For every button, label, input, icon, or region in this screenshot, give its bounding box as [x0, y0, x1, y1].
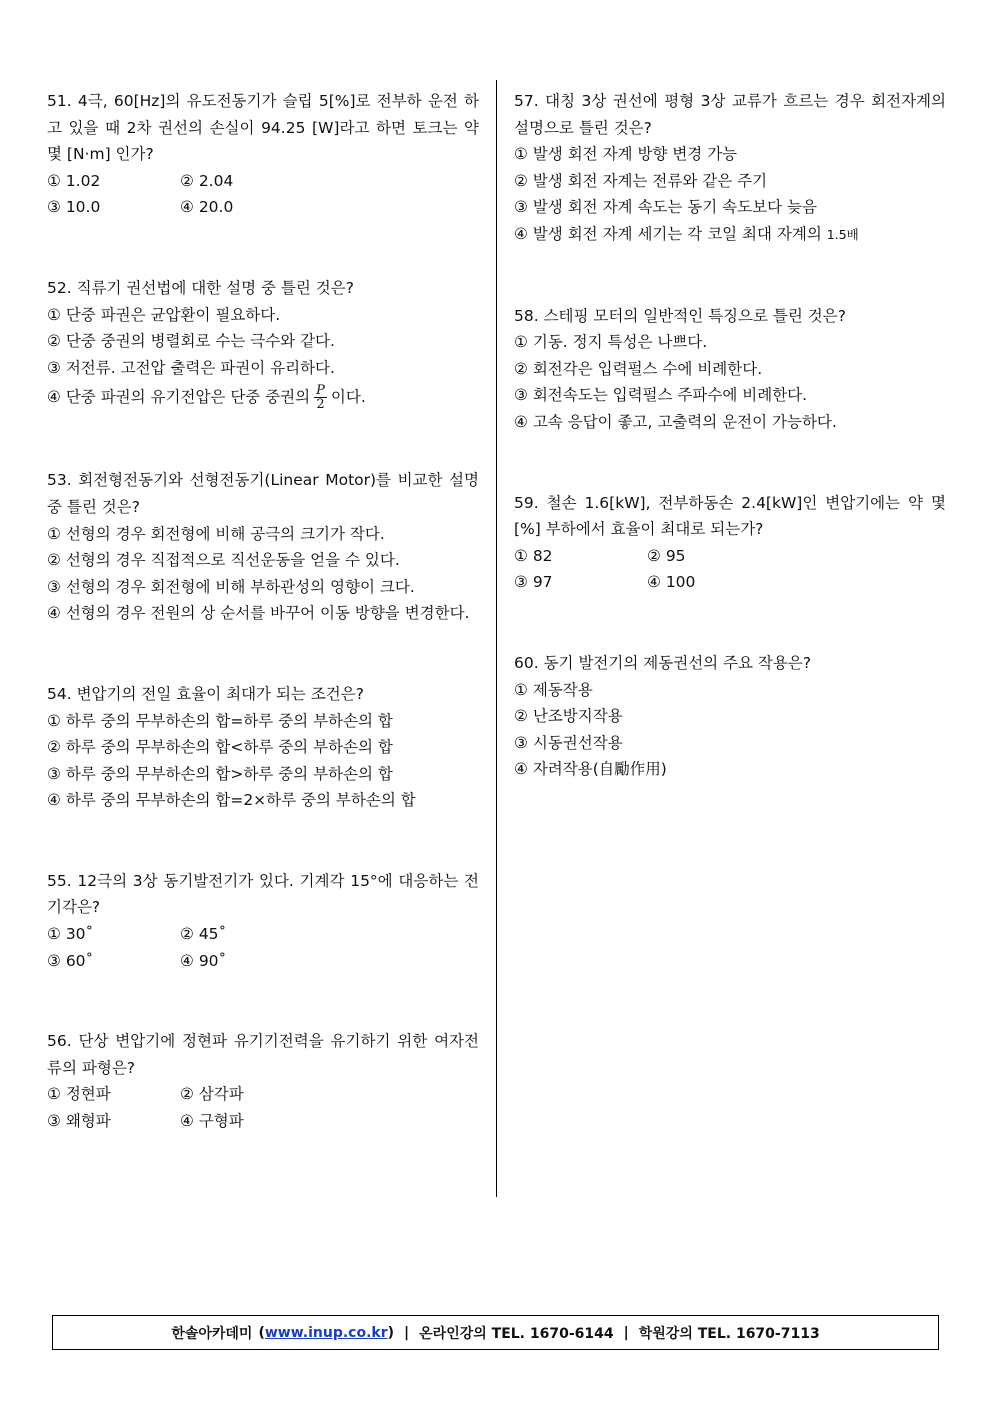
question-52-option-1: ① 단중 파권은 균압환이 필요하다.	[47, 305, 281, 324]
footer-separator-2: |	[623, 1324, 629, 1341]
question-59-option-4: ④ 100	[647, 573, 696, 592]
question-53-stem: 53. 회전형전동기와 선형전동기(Linear Motor)를 비교한 설명 중 틀린 것은?	[47, 471, 479, 516]
question-53	[47, 467, 479, 627]
question-57-option-4-text: ④ 발생 회전 자계 세기는 각 코일 최대 자계의	[514, 224, 822, 243]
question-57-option-2: ② 발생 회전 자계는 전류와 같은 주기	[514, 171, 768, 190]
question-59	[514, 490, 946, 596]
right-column	[514, 88, 946, 783]
question-60-option-3: ③ 시동권선작용	[514, 733, 623, 752]
question-58-stem: 58. 스테핑 모터의 일반적인 특징으로 틀린 것은?	[514, 306, 846, 325]
question-54-option-3: ③ 하루 중의 무부하손의 합>하루 중의 부하손의 합	[47, 764, 393, 783]
question-51-option-4: ④ 20.0	[180, 198, 234, 217]
question-60-option-4: ④ 자려작용(自勵作用)	[514, 760, 667, 779]
question-52-stem: 52. 직류기 권선법에 대한 설명 중 틀린 것은?	[47, 278, 354, 297]
question-56-option-1: ① 정현파	[47, 1085, 111, 1104]
question-54-option-2: ② 하루 중의 무부하손의 합<하루 중의 부하손의 합	[47, 738, 393, 757]
question-57-option-4	[514, 221, 946, 249]
question-56-stem: 56. 단상 변압기에 정현파 유기기전력을 유기하기 위한 여자전류의 파형은?	[47, 1032, 479, 1077]
fraction-denominator: 2	[316, 397, 325, 413]
question-54	[47, 681, 479, 814]
question-57-option-1: ① 발생 회전 자계 방향 변경 가능	[514, 145, 738, 164]
question-53-option-2: ② 선형의 경우 직접적으로 직선운동을 얻을 수 있다.	[47, 551, 400, 570]
question-58-option-1: ① 기동. 정지 특성은 나쁘다.	[514, 333, 708, 352]
footer-academy-name: 한솔아카데미	[171, 1325, 253, 1342]
question-52-option-4	[47, 384, 479, 411]
fraction-numerator: P	[316, 383, 325, 399]
question-55-option-3: ③ 60˚	[47, 951, 94, 970]
question-55-option-4: ④ 90˚	[180, 951, 227, 970]
question-51-option-3: ③ 10.0	[47, 198, 101, 217]
question-54-option-1: ① 하루 중의 무부하손의 합=하루 중의 부하손의 합	[47, 711, 393, 730]
question-57-option-3: ③ 발생 회전 자계 속도는 동기 속도보다 늦음	[514, 198, 817, 217]
question-53-option-1: ① 선형의 경우 회전형에 비해 공극의 크기가 작다.	[47, 524, 385, 543]
question-55-stem: 55. 12극의 3상 동기발전기가 있다. 기계각 15°에 대응하는 전기각은?	[47, 871, 479, 917]
question-56-option-3: ③ 왜형파	[47, 1112, 111, 1131]
question-59-option-1: ① 82	[514, 546, 553, 565]
footer-contact-box	[52, 1315, 939, 1350]
question-52-option-2: ② 단중 중권의 병렬회로 수는 극수와 같다.	[47, 332, 335, 351]
question-52	[47, 275, 479, 411]
question-56-option-4: ④ 구형파	[180, 1112, 244, 1131]
question-57	[514, 88, 946, 249]
question-54-option-4: ④ 하루 중의 무부하손의 합=2×하루 중의 부하손의 합	[47, 791, 416, 810]
question-59-stem: 59. 철손 1.6[kW], 전부하동손 2.4[kW]인 변압기에는 약 몇 [%] 부하에서 효율이 최대로 되는가?	[514, 493, 946, 539]
question-52-option-3: ③ 저전류. 고전압 출력은 파권이 유리하다.	[47, 358, 335, 377]
question-51-option-1: ① 1.02	[47, 171, 101, 190]
question-55-option-2: ② 45˚	[180, 925, 227, 944]
question-54-stem: 54. 변압기의 전일 효율이 최대가 되는 조건은?	[47, 684, 364, 703]
fraction-p-over-2	[314, 384, 327, 411]
question-60-stem: 60. 동기 발전기의 제동권선의 주요 작용은?	[514, 653, 812, 672]
footer-online-tel: 온라인강의 TEL. 1670-6144	[419, 1325, 614, 1342]
question-60-option-2: ② 난조방지작용	[514, 707, 623, 726]
question-58-option-3: ③ 회전속도는 입력펄스 주파수에 비례한다.	[514, 386, 808, 405]
question-57-stem: 57. 대칭 3상 권선에 평형 3상 교류가 흐르는 경우 회전자계의 설명으로 틀린 것은?	[514, 92, 946, 137]
question-57-option-4-value: 1.5배	[826, 226, 859, 242]
question-52-option-4-suffix: 이다.	[330, 388, 366, 407]
footer-offline-tel: 학원강의 TEL. 1670-7113	[638, 1325, 820, 1342]
question-58-option-2: ② 회전각은 입력펄스 수에 비례한다.	[514, 359, 763, 378]
question-60	[514, 650, 946, 783]
footer-paren-open: (	[258, 1324, 265, 1341]
question-53-option-4: ④ 선형의 경우 전원의 상 순서를 바꾸어 이동 방향을 변경한다.	[47, 604, 470, 623]
footer-website-link[interactable]: www.inup.co.kr	[264, 1324, 388, 1341]
question-52-option-4-text: ④ 단중 파권의 유기전압은 단중 중권의	[47, 388, 311, 407]
question-51-option-2: ② 2.04	[180, 171, 234, 190]
question-51	[47, 88, 479, 221]
question-58	[514, 303, 946, 436]
question-58-option-4: ④ 고속 응답이 좋고, 고출력의 운전이 가능하다.	[514, 412, 837, 431]
question-53-option-3: ③ 선형의 경우 회전형에 비해 부하관성의 영향이 크다.	[47, 577, 415, 596]
question-59-option-3: ③ 97	[514, 573, 553, 592]
footer-separator-1: |	[404, 1324, 410, 1341]
question-51-stem: 51. 4극, 60[Hz]의 유도전동기가 슬립 5[%]로 전부하 운전 하고 있을 때 2차 권선의 손실이 94.25 [W]라고 하면 토크는 약 몇 [N·m] 인가?	[47, 92, 479, 164]
question-60-option-1: ① 제동작용	[514, 680, 593, 699]
question-55	[47, 868, 479, 974]
question-59-option-2: ② 95	[647, 546, 686, 565]
left-column	[47, 88, 479, 1135]
footer-paren-close: )	[387, 1324, 395, 1341]
question-56	[47, 1028, 479, 1134]
column-divider	[496, 80, 497, 1197]
question-56-option-2: ② 삼각파	[180, 1085, 244, 1104]
question-55-option-1: ① 30˚	[47, 925, 94, 944]
